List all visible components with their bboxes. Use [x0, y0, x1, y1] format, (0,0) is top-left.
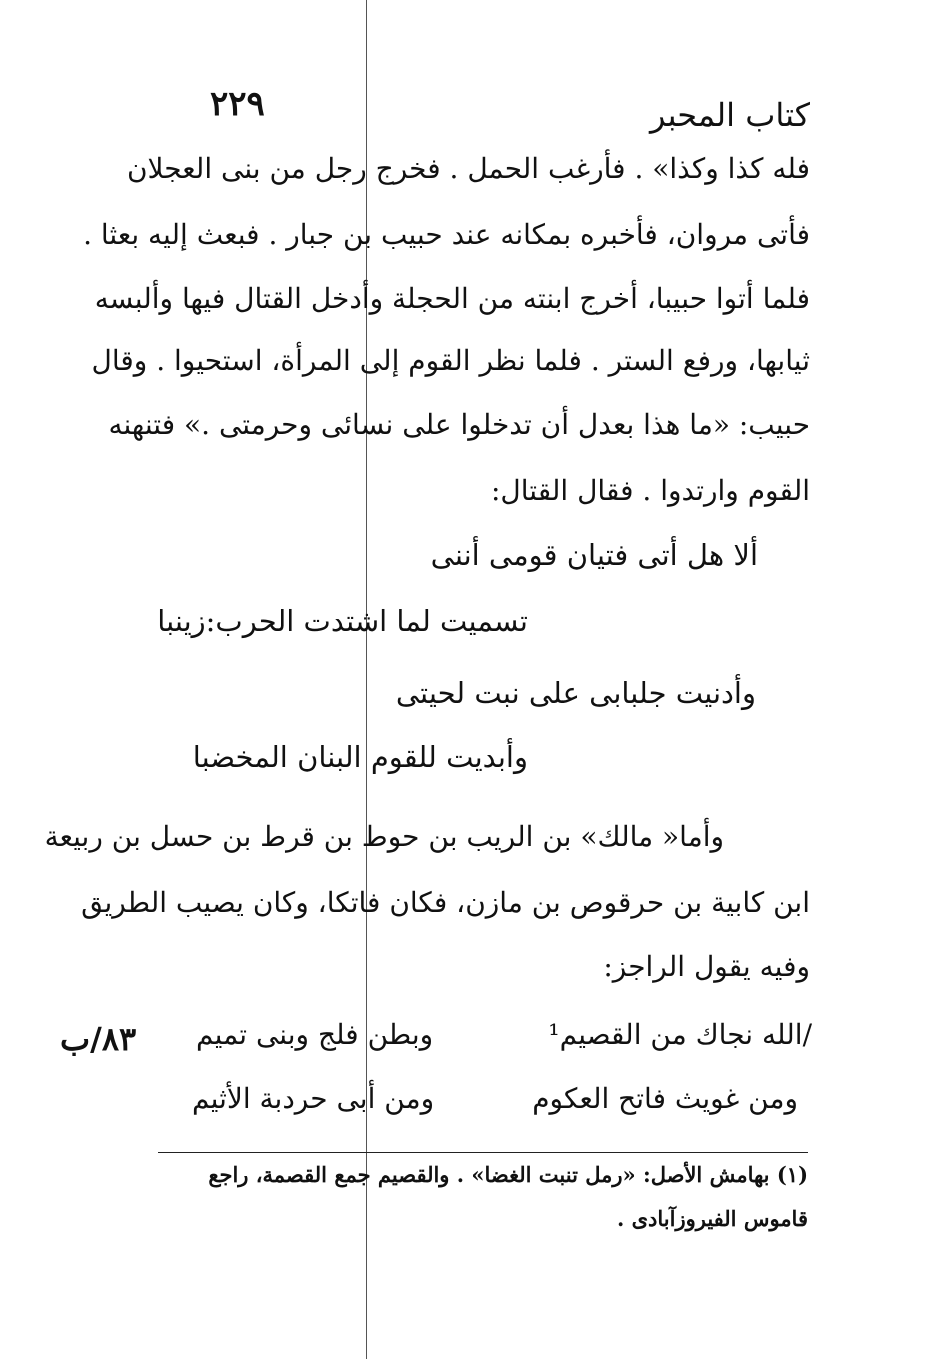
body-line: وأما« مالك» بن الريب بن حوط بن قرط بن حسل بن ربيعة: [44, 820, 724, 853]
poem-hemistich: ومن أبى حردبة الأثيم: [192, 1082, 435, 1115]
verse-line: وأدنيت جلبابى على نبت لحيتى: [395, 676, 756, 710]
poem-hemistich: ومن غويث فاتح العكوم: [532, 1082, 798, 1115]
body-line: فأتى مروان، فأخبره بمكانه عند حبيب بن جبار . فبعث إليه بعثا .: [83, 218, 810, 251]
body-line: وفيه يقول الراجز:: [603, 950, 810, 983]
body-line: فله كذا وكذا» . فأرغب الحمل . فخرج رجل من بنى العجلان: [126, 152, 810, 185]
body-line: حبيب: «ما هذا بعدل أن تدخلوا على نسائى وحرمتى .» فتنهنه: [108, 408, 810, 441]
verse-line: وأبديت للقوم البنان المخضبا: [192, 740, 528, 774]
page-number: ٢٢٩: [210, 84, 265, 124]
folio-margin-note: ٨٣/ب: [60, 1020, 137, 1058]
body-line: القوم وارتدوا . فقال القتال:: [490, 474, 810, 507]
verse-line: ألا هل أتى فتيان قومى أننى: [430, 538, 758, 572]
page-fold-line: [366, 0, 367, 1359]
poem-hemistich: وبطن فلج وبنى تميم: [196, 1018, 434, 1051]
poem-hemistich: /الله نجاك من القصيم¹: [548, 1018, 812, 1051]
footnote-line: (١) بهامش الأصل: «رمل تنبت الغضا» . والقصيم جمع القصمة، راجع: [208, 1162, 808, 1187]
verse-line: تسميت لما اشتدت الحرب:زينبا: [157, 604, 528, 638]
footnote-separator: [158, 1152, 808, 1153]
body-line: ابن كابية بن حرقوص بن مازن، فكان فاتكا، وكان يصيب الطريق: [81, 886, 810, 919]
body-line: فلما أتوا حبيبا، أخرج ابنته من الحجلة وأدخل القتال فيها وألبسه: [94, 282, 810, 315]
footnote-line: قاموس الفيروزآبادى .: [616, 1206, 808, 1231]
body-line: ثيابها، ورفع الستر . فلما نظر القوم إلى المرأة، استحيوا . وقال: [91, 344, 810, 377]
running-header-title: كتاب المحبر: [649, 96, 810, 134]
